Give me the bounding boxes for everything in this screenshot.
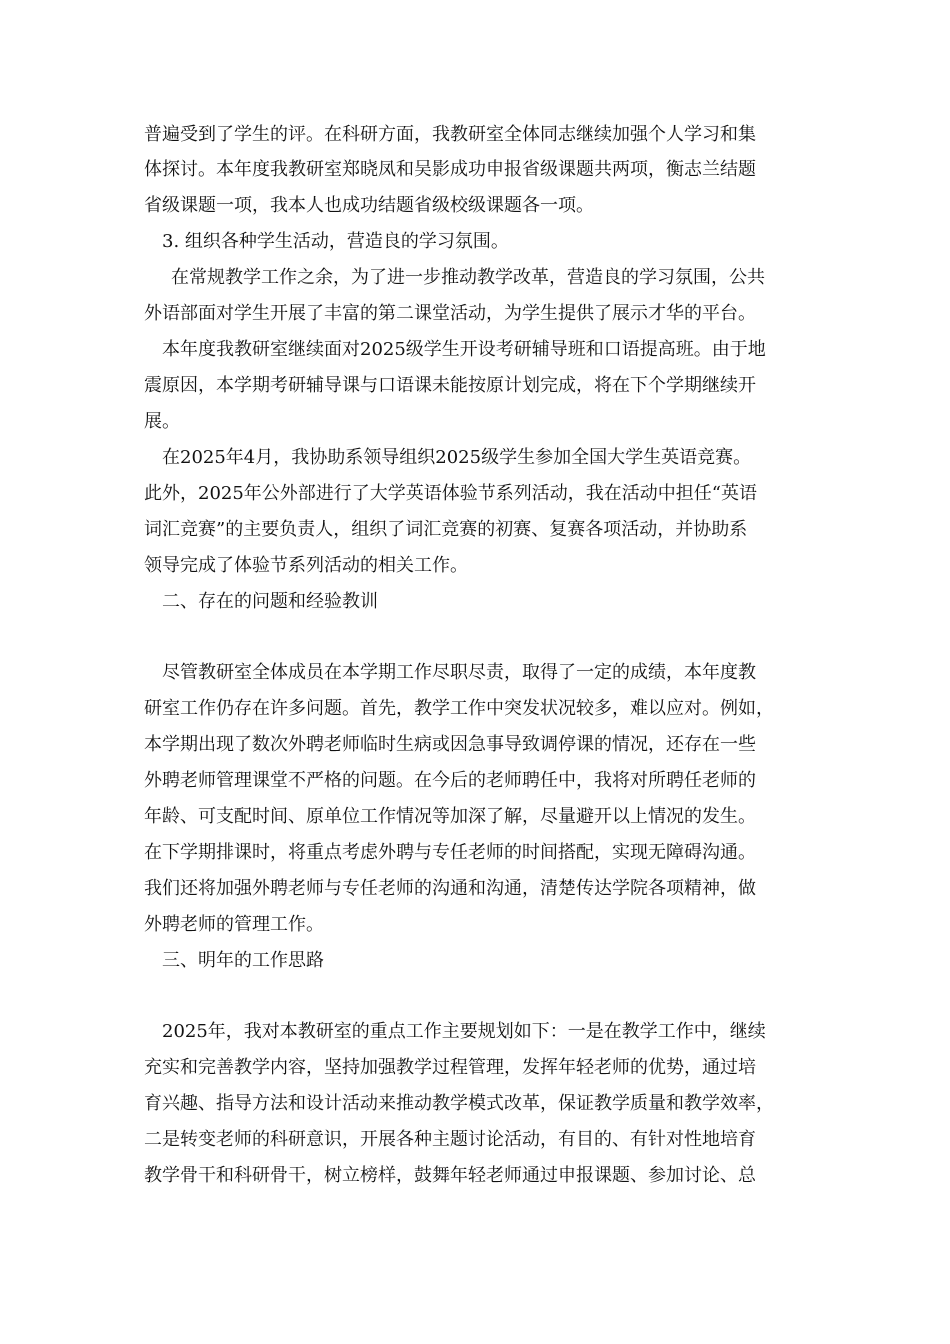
body-line-17: 本学期出现了数次外聘老师临时生病或因急事导致调停课的情况，还存在一些 <box>144 734 756 755</box>
body-line-25: 充实和完善教学内容，坚持加强教学过程管理，发挥年轻老师的优势，通过培 <box>144 1057 756 1078</box>
body-line-20: 在下学期排课时，将重点考虑外聘与专任老师的时间搭配，实现无障碍沟通。 <box>144 842 756 863</box>
section-heading-3: 3. 组织各种学生活动，营造良的学习氛围。 <box>162 231 509 252</box>
body-line-8: 震原因，本学期考研辅导课与口语课未能按原计划完成，将在下个学期继续开 <box>144 375 756 396</box>
body-line-3: 省级课题一项，我本人也成功结题省级校级课题各一项。 <box>144 195 594 216</box>
body-line-24: 2025年，我对本教研室的重点工作主要规划如下：一是在教学工作中，继续 <box>162 1021 766 1042</box>
body-line-28: 教学骨干和科研骨干，树立榜样，鼓舞年轻老师通过申报课题、参加讨论、总 <box>144 1165 756 1186</box>
body-line-27: 二是转变老师的科研意识，开展各种主题讨论活动，有目的、有针对性地培育 <box>144 1129 756 1150</box>
body-line-7: 本年度我教研室继续面对2025级学生开设考研辅导班和口语提高班。由于地 <box>162 339 766 360</box>
body-line-22: 外聘老师的管理工作。 <box>144 914 324 935</box>
body-line-12: 词汇竞赛”的主要负责人，组织了词汇竞赛的初赛、复赛各项活动，并协助系 <box>144 519 748 540</box>
body-line-15: 尽管教研室全体成员在本学期工作尽职尽责，取得了一定的成绩，本年度教 <box>162 662 756 683</box>
body-line-9: 展。 <box>144 411 180 432</box>
body-line-10: 在2025年4月，我协助系领导组织2025级学生参加全国大学生英语竞赛。 <box>162 447 752 468</box>
section-heading-2: 二、存在的问题和经验教训 <box>162 591 378 612</box>
body-line-2: 体探讨。本年度我教研室郑晓凤和吴影成功申报省级课题共两项，衡志兰结题 <box>144 159 756 180</box>
body-line-6: 外语部面对学生开展了丰富的第二课堂活动，为学生提供了展示才华的平台。 <box>144 303 756 324</box>
body-line-1: 普遍受到了学生的评。在科研方面，我教研室全体同志继续加强个人学习和集 <box>144 124 756 145</box>
body-line-11: 此外，2025年公外部进行了大学英语体验节系列活动，我在活动中担任“英语 <box>144 483 758 504</box>
body-line-19: 年龄、可支配时间、原单位工作情况等加深了解，尽量避开以上情况的发生。 <box>144 806 756 827</box>
body-line-26: 育兴趣、指导方法和设计活动来推动教学模式改革，保证教学质量和教学效率， <box>144 1093 774 1114</box>
body-line-18: 外聘老师管理课堂不严格的问题。在今后的老师聘任中，我将对所聘任老师的 <box>144 770 756 791</box>
body-line-21: 我们还将加强外聘老师与专任老师的沟通和沟通，清楚传达学院各项精神，做 <box>144 878 756 899</box>
body-line-16: 研室工作仍存在许多问题。首先，教学工作中突发状况较多，难以应对。例如， <box>144 698 774 719</box>
section-heading-3-plan: 三、明年的工作思路 <box>162 950 324 971</box>
body-line-13: 领导完成了体验节系列活动的相关工作。 <box>144 555 468 576</box>
body-line-5: 在常规教学工作之余，为了进一步推动教学改革，营造良的学习氛围，公共 <box>171 267 765 288</box>
